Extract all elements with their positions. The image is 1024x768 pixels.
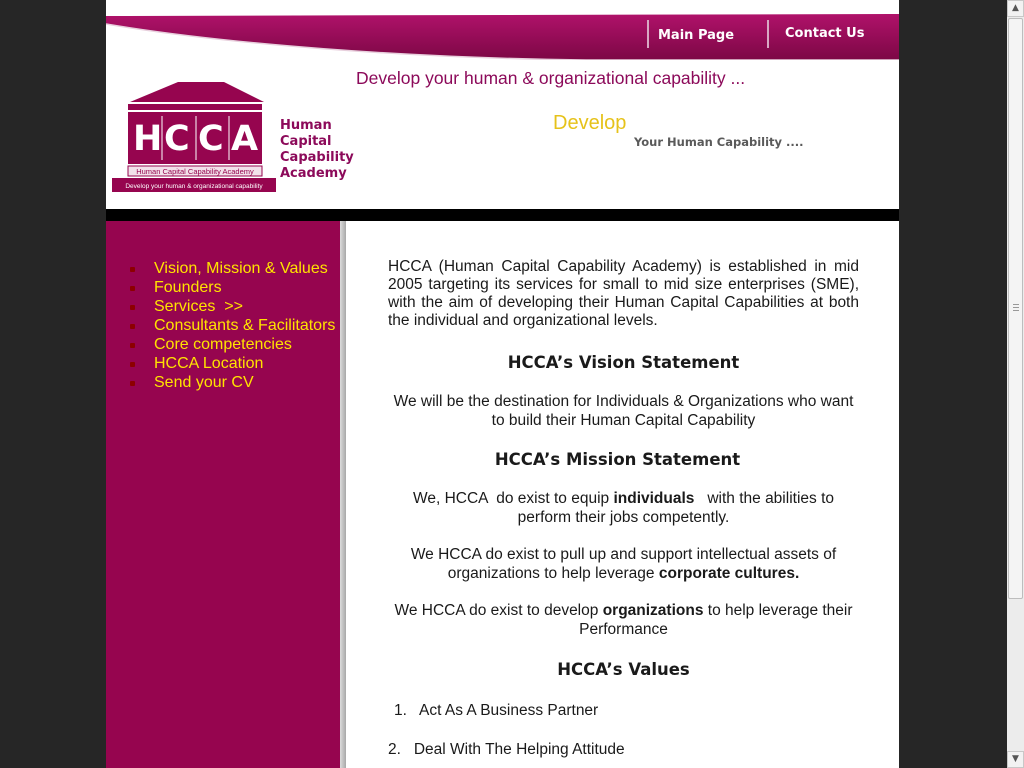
nav-contact-us[interactable]: Contact Us xyxy=(785,26,865,41)
svg-text:C: C xyxy=(198,119,224,159)
tagline: Develop your human & organizational capability ... xyxy=(356,68,746,88)
value-item: 1. Act As A Business Partner xyxy=(394,702,599,719)
grip-line xyxy=(1013,310,1019,311)
mission-heading: HCCA’s Mission Statement xyxy=(494,450,741,469)
values-heading: HCCA’s Values xyxy=(557,660,690,679)
scroll-up-icon[interactable]: ▲ xyxy=(1007,0,1024,17)
sidebar: Vision, Mission & Values Founders Services >> Consultants & Facilitators Core competencies HCCA Location Send your CV xyxy=(106,221,340,768)
logo-plate-text: Human Capital Capability Academy xyxy=(136,167,254,176)
header-divider xyxy=(106,209,899,221)
nav-separator xyxy=(767,20,769,48)
logo-word: Capital xyxy=(280,134,332,149)
svg-text:H: H xyxy=(133,119,163,159)
vision-heading: HCCA’s Vision Statement xyxy=(507,353,740,372)
bullet-icon xyxy=(130,343,135,348)
logo-word: Capability xyxy=(280,150,354,165)
sidebar-border xyxy=(340,221,346,768)
logo-word: Academy xyxy=(280,166,347,181)
vision-text: We will be the destination for Individuals & Organizations who want to build their Human Capital Capability xyxy=(393,393,854,429)
bullet-icon xyxy=(130,286,135,291)
svg-text:A: A xyxy=(231,119,259,159)
grip-line xyxy=(1013,307,1019,308)
logo-word: Human xyxy=(280,118,332,133)
page xyxy=(106,0,899,768)
bullet-icon xyxy=(130,324,135,329)
banner-subline: Your Human Capability .... xyxy=(634,135,804,149)
svg-text:C: C xyxy=(164,119,190,159)
bullet-icon xyxy=(130,362,135,367)
vertical-scrollbar[interactable] xyxy=(1007,0,1024,768)
scrollbar-thumb[interactable] xyxy=(1008,18,1023,599)
hcca-logo[interactable] xyxy=(112,80,276,196)
grip-line xyxy=(1013,304,1019,305)
bullet-icon xyxy=(130,267,135,272)
banner-develop: Develop xyxy=(553,112,627,134)
bullet-icon xyxy=(130,381,135,386)
mission-item: We HCCA do exist to pull up and support intellectual assets of organizations to help leverage corporate cultures. xyxy=(410,546,837,582)
logo-slogan: Develop your human & organizational capability xyxy=(125,183,263,190)
mission-item: We, HCCA do exist to equip individuals with the abilities to perform their jobs competently. xyxy=(413,490,839,526)
header-bar xyxy=(106,14,899,60)
logo-side-text xyxy=(280,118,354,182)
nav-separator xyxy=(647,20,649,48)
mission-item: We HCCA do exist to develop organizations to help leverage their Performance xyxy=(394,602,853,638)
value-item: 2. Deal With The Helping Attitude xyxy=(388,741,625,758)
bullet-icon xyxy=(130,305,135,310)
scroll-down-icon[interactable]: ▼ xyxy=(1007,751,1024,768)
nav-main-page[interactable]: Main Page xyxy=(658,28,735,43)
intro-text: HCCA (Human Capital Capability Academy) is established in mid 2005 targeting its services for small to mid size enterprises (SME), with the aim of developing their Human Capital Capabilities at both the individual and organizational levels. xyxy=(388,258,859,329)
